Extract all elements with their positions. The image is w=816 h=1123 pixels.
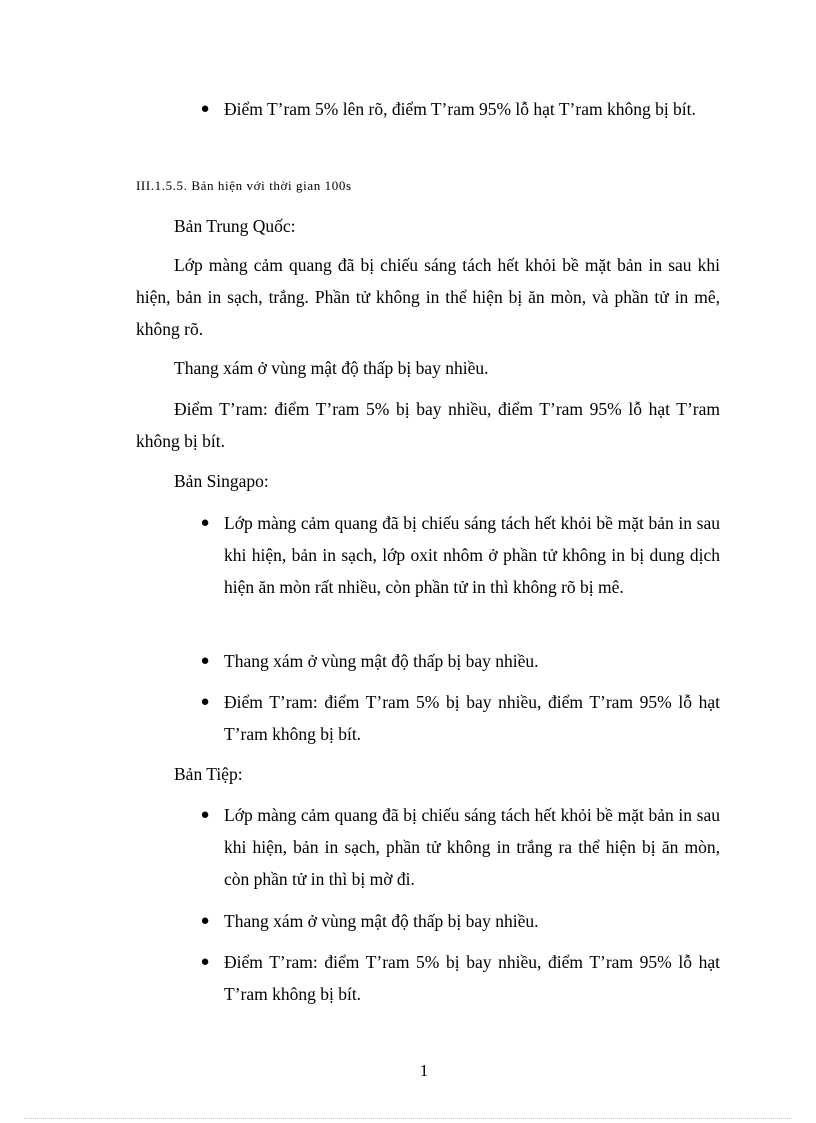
subsection-label-singapore: Bản Singapo:	[174, 471, 269, 491]
list-item	[200, 905, 720, 937]
bullet-icon: ●	[200, 101, 210, 117]
list-item	[200, 645, 720, 677]
bullet-icon: ●	[200, 954, 210, 970]
list-item-text: Thang xám ở vùng mật độ thấp bị bay nhiều.	[224, 651, 539, 671]
footer-divider	[24, 1118, 792, 1119]
list-item-text: Thang xám ở vùng mật độ thấp bị bay nhiều.	[224, 911, 539, 931]
list-item	[200, 93, 720, 125]
list-item-text: Điểm T’ram: điểm T’ram 5% bị bay nhiều, điểm T’ram 95% lỗ hạt T’ram không bị bít.	[224, 692, 720, 744]
paragraph: Thang xám ở vùng mật độ thấp bị bay nhiều.	[174, 358, 489, 378]
list-item-text: Lớp màng cảm quang đã bị chiếu sáng tách hết khỏi bề mặt bản in sau khi hiện, bản in sạch, lớp oxit nhôm ở phần tử không in bị dung dịch hiện ăn mòn rất nhiều, còn phần tử in thì không rõ bị mê.	[224, 513, 720, 597]
list-item	[200, 799, 720, 895]
bullet-icon: ●	[200, 913, 210, 929]
list-item-text: Điểm T’ram 5% lên rõ, điểm T’ram 95% lỗ hạt T’ram không bị bít.	[224, 99, 696, 119]
subsection-label-tiep: Bản Tiệp:	[174, 764, 243, 784]
bullet-icon: ●	[200, 694, 210, 710]
list-item	[200, 946, 720, 1010]
list-item-text: Lớp màng cảm quang đã bị chiếu sáng tách hết khỏi bề mặt bản in sau khi hiện, bản in sạch, phần tử không in trắng ra thể hiện bị ăn mòn, còn phần tử in thì bị mờ đi.	[224, 805, 720, 889]
bullet-icon: ●	[200, 807, 210, 823]
bullet-icon: ●	[200, 515, 210, 531]
subsection-label-china: Bản Trung Quốc:	[174, 216, 296, 236]
paragraph: Lớp màng cảm quang đã bị chiếu sáng tách hết khỏi bề mặt bản in sau khi hiện, bản in sạch, trắng. Phần tử không in thể hiện bị ăn mòn, và phần tử in mê, không rõ.	[136, 255, 720, 339]
section-heading: III.1.5.5. Bản hiện với thời gian 100s	[136, 178, 352, 193]
paragraph: Điểm T’ram: điểm T’ram 5% bị bay nhiều, điểm T’ram 95% lỗ hạt T’ram không bị bít.	[136, 399, 720, 451]
list-item	[200, 686, 720, 750]
page-number: 1	[419, 1061, 429, 1080]
list-item	[200, 507, 720, 603]
list-item-text: Điểm T’ram: điểm T’ram 5% bị bay nhiều, điểm T’ram 95% lỗ hạt T’ram không bị bít.	[224, 952, 720, 1004]
bullet-icon: ●	[200, 653, 210, 669]
